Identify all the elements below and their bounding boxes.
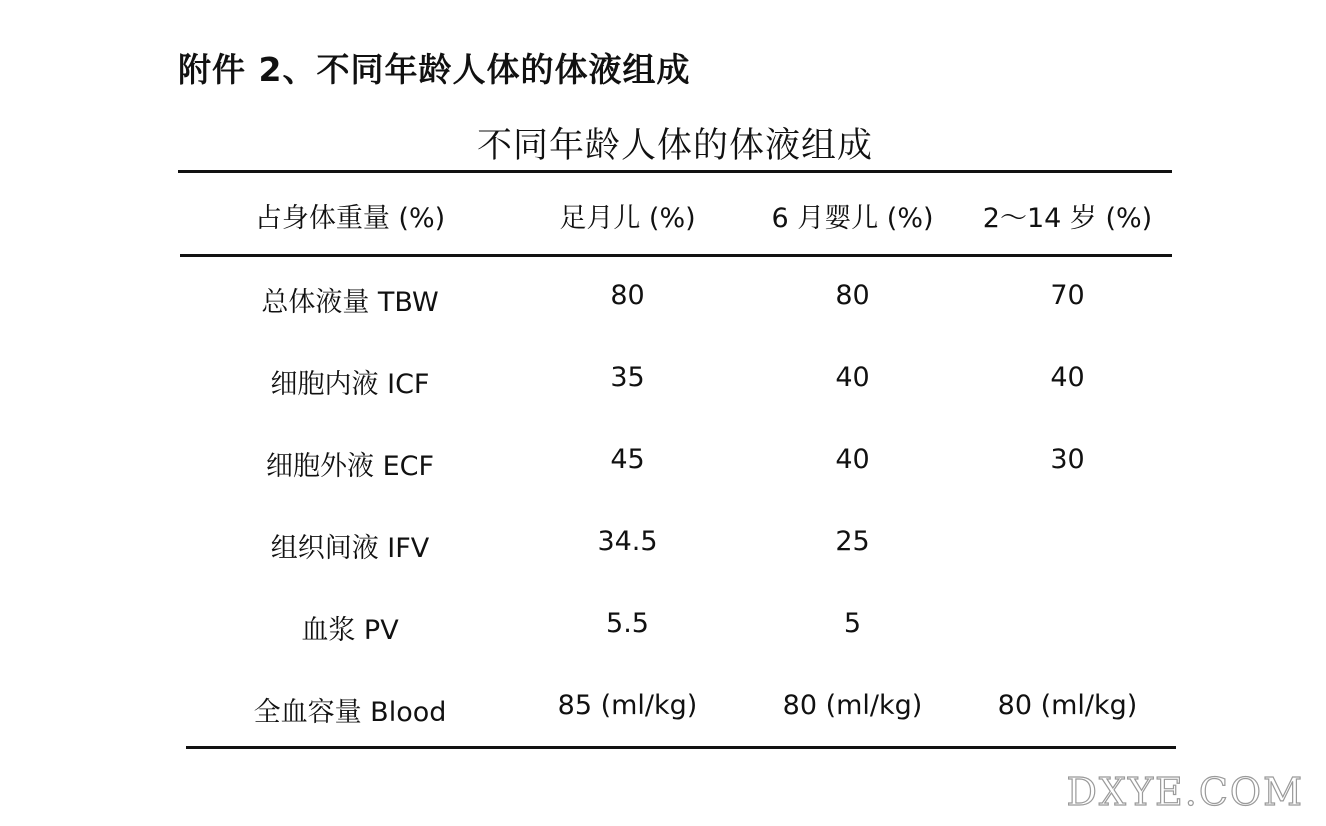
table-cell: 25 (835, 526, 870, 557)
table-cell: 40 (835, 362, 870, 393)
table-bottom-rule (186, 746, 1176, 749)
row-label: 全血容量 Blood (253, 697, 447, 728)
table-cell: 80 (ml/kg) (997, 690, 1138, 721)
table-cell: 40 (1050, 362, 1085, 393)
table-title: 不同年龄人体的体液组成 (476, 126, 873, 166)
table-cell: 34.5 (597, 526, 658, 557)
table-cell: 40 (835, 444, 870, 475)
table-cell: 85 (ml/kg) (557, 690, 698, 721)
row-label: 总体液量 TBW (261, 287, 439, 318)
column-header: 占身体重量 (%) (254, 203, 446, 234)
column-header: 足月儿 (%) (559, 203, 696, 234)
table-cell: 45 (610, 444, 645, 475)
row-label: 血浆 PV (301, 615, 399, 646)
table-cell: 30 (1050, 444, 1085, 475)
table-cell: 80 (ml/kg) (782, 690, 923, 721)
row-label: 细胞内液 ICF (270, 369, 430, 400)
page-heading: 附件 2、不同年龄人体的体液组成 (178, 50, 691, 89)
table-header-rule (180, 254, 1172, 257)
table-cell: 70 (1050, 280, 1085, 311)
row-label: 组织间液 IFV (270, 533, 430, 564)
table-cell: 35 (610, 362, 645, 393)
column-header: 2～14 岁 (%) (982, 203, 1153, 234)
table-cell: 5.5 (606, 608, 649, 639)
table-cell: 5 (843, 608, 862, 639)
row-label: 细胞外液 ECF (265, 451, 435, 482)
table-cell: 80 (610, 280, 645, 311)
watermark: DXYE.COM (1066, 770, 1304, 814)
table-cell: 80 (835, 280, 870, 311)
table-top-rule (178, 170, 1172, 173)
column-header: 6 月婴儿 (%) (771, 203, 934, 234)
